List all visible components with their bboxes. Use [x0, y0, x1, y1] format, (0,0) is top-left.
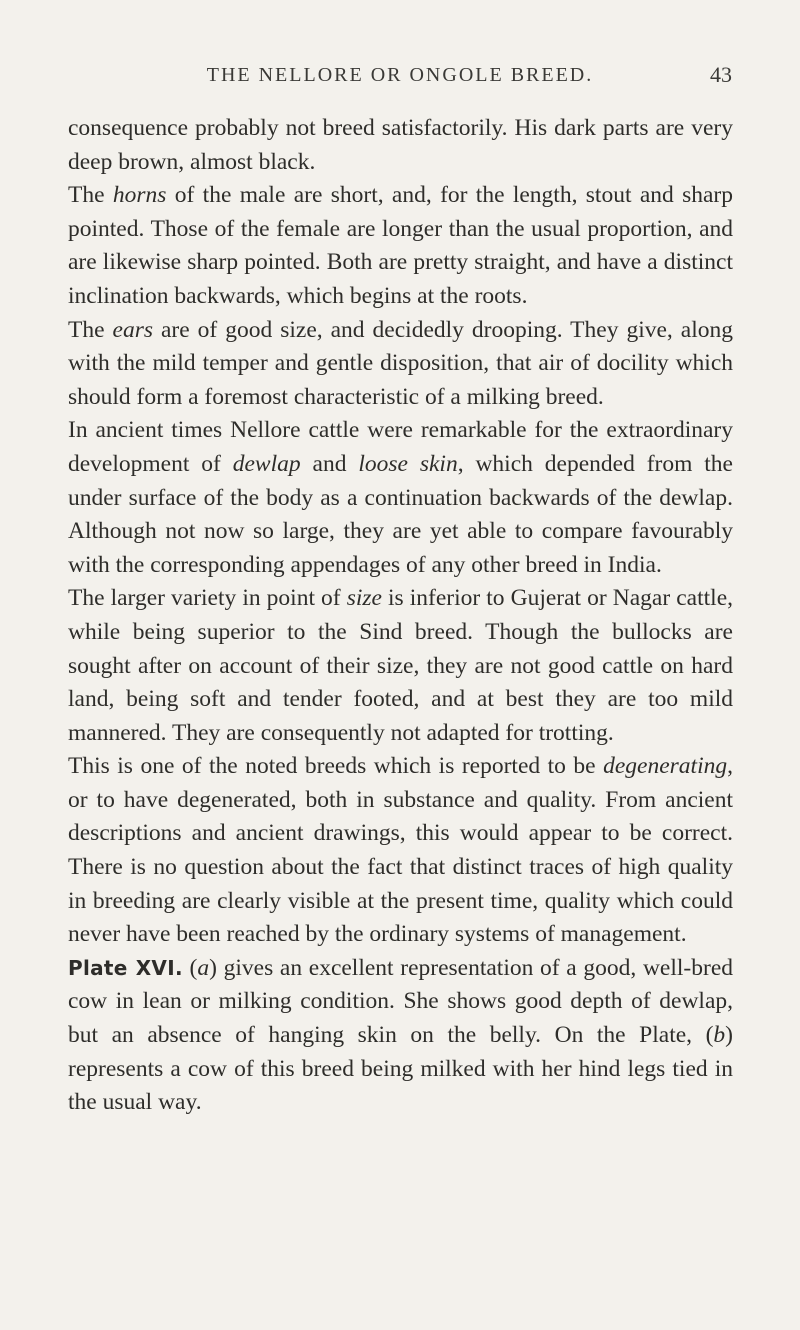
paragraph-ears: [68, 314, 733, 415]
paragraph-1: [68, 112, 733, 179]
italic-letter-b: b: [713, 1022, 726, 1049]
text-run: (: [182, 954, 198, 981]
text-run: , or to have degenerated, both in substance and quality. From ancient descriptions and ancient drawings, this would appear to be correct. There is no question about the fact that distinct traces of high quality in breeding are clearly visible at the present time, quality which could never have been reached by the ordinary systems of management.: [68, 753, 733, 948]
italic-term-ears: ears: [112, 316, 154, 343]
text-run: The larger variety in point of: [68, 585, 347, 612]
italic-term-loose-skin: loose skin: [358, 450, 458, 477]
running-title: THE NELLORE OR ONGOLE BREED.: [206, 64, 594, 86]
paragraph-degenerating: [68, 750, 733, 952]
text-run: is inferior to Gujerat or Nagar cattle, while being superior to the Sind breed. Though the bullocks are sought after on account of their size, they are not good cattle on hard land, being soft and tender footed, and at best they are too mild mannered. They are consequently not adapted for trotting.: [68, 585, 733, 746]
italic-term-size: size: [346, 585, 382, 612]
text-run: are of good size, and decidedly drooping. They give, along with the mild temper and gentle disposition, that air of docility which should form a foremost characteristic of a milking breed.: [68, 316, 733, 410]
text-run: This is one of the noted breeds which is reported to be: [68, 753, 604, 780]
text-run: The: [68, 182, 113, 209]
text-run: consequence probably not breed satisfactorily. His dark parts are very deep brown, almost black.: [68, 115, 733, 175]
text-run: , which depended from the under surface of the body as a continuation backwards of the dewlap. Although not now so large, they are yet able to compare favourably with the corresponding appendages of any other breed in India.: [68, 450, 733, 578]
text-run: ) gives an excellent representation of a good, well-bred cow in lean or milking condition. She shows good depth of dewlap, but an absence of hanging skin on the belly. On the Plate, (: [68, 954, 733, 1049]
paragraph-dewlap: [68, 414, 733, 582]
text-run: The: [68, 316, 113, 343]
plate-reference: Plate XVI.: [68, 955, 183, 980]
italic-letter-a: a: [197, 954, 210, 981]
italic-term-degenerating: degenerating: [603, 753, 728, 780]
page-number: 43: [710, 62, 732, 87]
text-run: and: [300, 450, 359, 477]
italic-term-dewlap: dewlap: [232, 450, 301, 477]
text-run: of the male are short, and, for the length, stout and sharp pointed. Those of the female are longer than the usual proportion, and are likewise sharp pointed. Both are pretty straight, and have a distinct inclination backwards, which begins at the roots.: [68, 182, 733, 309]
paragraph-plate: [68, 952, 733, 1120]
text-run: ) represents a cow of this breed being milked with her hind legs tied in the usual way.: [68, 1022, 733, 1116]
body-text: [68, 112, 733, 1120]
paragraph-size: [68, 582, 733, 750]
italic-term-horns: horns: [112, 182, 167, 209]
page-header: [0, 58, 800, 98]
text-run: In ancient times Nellore cattle were remarkable for the extraordinary development of: [68, 417, 733, 477]
paragraph-horns: [68, 179, 733, 313]
